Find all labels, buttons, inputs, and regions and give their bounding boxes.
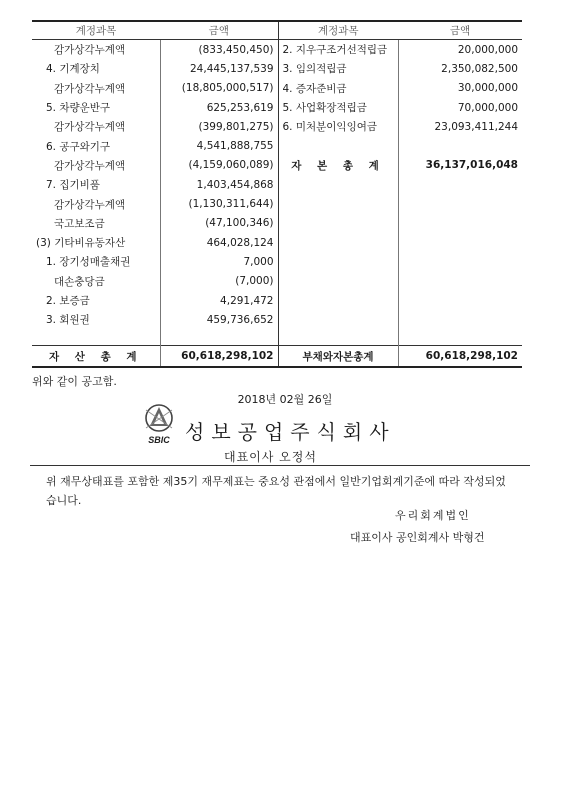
amount-value: 459,736,652: [160, 310, 278, 329]
amount-value: 20,000,000: [457, 43, 518, 56]
account-label: 6. 미처분이익잉여금: [278, 117, 398, 136]
table-row: [32, 59, 522, 78]
liability-equity-total-value: 60,618,298,102: [398, 346, 522, 368]
account-label: 5. 차량운반구: [32, 98, 160, 117]
company-emblem-icon: [138, 402, 180, 446]
amount-value: (399,801,275): [160, 117, 278, 136]
account-label: (3) 기타비유동자산: [32, 233, 160, 252]
account-label: 감가상각누계액: [32, 194, 160, 213]
amount-value: (4,159,060,089): [160, 156, 278, 175]
account-label: 7. 집기비품: [32, 175, 160, 194]
table-row: [32, 175, 522, 194]
company-name: 성보공업주식회사: [185, 420, 396, 444]
table-row: [32, 310, 522, 329]
amount-value: 2,350,082,500: [441, 62, 518, 75]
account-label: [278, 175, 398, 194]
account-label: [278, 272, 398, 291]
logo-text: SBIC: [148, 435, 170, 445]
table-spacer-row: [32, 329, 522, 346]
account-label: 감가상각누계액: [32, 40, 160, 60]
table-row: [32, 214, 522, 233]
header-account-left: 계정과목: [32, 21, 160, 40]
account-label: 4. 증자준비금: [278, 79, 398, 98]
account-label: 국고보조금: [32, 214, 160, 233]
account-label: 1. 장기성매출채권: [32, 252, 160, 271]
account-label: 감가상각누계액: [32, 79, 160, 98]
asset-total-label: 자 산 총 계: [32, 346, 160, 368]
account-label: [278, 194, 398, 213]
total-row: [32, 346, 522, 368]
table-row: [32, 194, 522, 213]
amount-value: (18,805,000,517): [160, 79, 278, 98]
account-label: [278, 291, 398, 310]
announcement-notice: 위와 같이 공고함.: [32, 375, 117, 388]
account-label: 5. 사업확장적립금: [278, 98, 398, 117]
amount-value: [398, 291, 522, 310]
account-label: 4. 기계장치: [32, 59, 160, 78]
account-label: 2. 보증금: [32, 291, 160, 310]
table-row: [32, 252, 522, 271]
account-label: [278, 214, 398, 233]
amount-value: 4,541,888,755: [160, 136, 278, 155]
account-label: 대손충당금: [32, 272, 160, 291]
table-row: [32, 117, 522, 136]
amount-value: (1,130,311,644): [160, 194, 278, 213]
amount-value: [398, 310, 522, 329]
account-label: 감가상각누계액: [32, 156, 160, 175]
amount-value: 70,000,000: [457, 101, 518, 114]
table-row: [32, 156, 522, 175]
amount-value: [398, 233, 522, 252]
amount-value: 24,445,137,539: [160, 59, 278, 78]
account-label: [278, 310, 398, 329]
account-label: 감가상각누계액: [32, 117, 160, 136]
account-label: [278, 136, 398, 155]
audit-firm-name: 우리회계법인: [395, 509, 471, 522]
asset-total-value: 60,618,298,102: [160, 346, 278, 368]
amount-value: (833,450,450): [160, 40, 278, 60]
divider: [30, 465, 530, 466]
announcement-date: 2018년 02월 26일: [237, 393, 333, 406]
amount-value: 4,291,472: [160, 291, 278, 310]
amount-value: [398, 214, 522, 233]
amount-value: [398, 136, 522, 155]
account-label: [278, 233, 398, 252]
table-row: [32, 98, 522, 117]
amount-value: [398, 252, 522, 271]
header-amount-left: 금액: [160, 21, 278, 40]
amount-value: [398, 194, 522, 213]
amount-value: [398, 175, 522, 194]
amount-value: 7,000: [160, 252, 278, 271]
header-amount-right: 금액: [398, 21, 522, 40]
amount-value: [398, 272, 522, 291]
auditor-name: 대표이사 공인회계사 박형건: [350, 531, 485, 544]
liability-equity-total-label: 부채와자본총계: [278, 346, 398, 368]
balance-sheet-table: [32, 20, 522, 368]
account-label: 3. 회원권: [32, 310, 160, 329]
amount-value: 1,403,454,868: [160, 175, 278, 194]
amount-value: 30,000,000: [457, 82, 518, 95]
table-header-row: [32, 21, 522, 40]
amount-value: (47,100,346): [160, 214, 278, 233]
amount-value: 464,028,124: [160, 233, 278, 252]
table-row: [32, 136, 522, 155]
table-row: [32, 79, 522, 98]
amount-value: 23,093,411,244: [434, 120, 518, 133]
account-label: 6. 공구와기구: [32, 136, 160, 155]
header-account-right: 계정과목: [278, 21, 398, 40]
account-label: 2. 지우구조거선적립금: [278, 40, 398, 60]
amount-value: (7,000): [160, 272, 278, 291]
capital-total-label: 자 본 총 계: [278, 156, 398, 175]
table-row: [32, 291, 522, 310]
table-row: [32, 233, 522, 252]
table-row: [32, 40, 522, 60]
ceo-name: 대표이사 오정석: [224, 450, 317, 464]
amount-value: 625,253,619: [160, 98, 278, 117]
account-label: 3. 임의적립금: [278, 59, 398, 78]
capital-total-value: 36,137,016,048: [425, 159, 518, 172]
table-row: [32, 272, 522, 291]
company-emblem-graphic: [138, 402, 180, 446]
account-label: [278, 252, 398, 271]
audit-footnote: 위 재무상태표를 포함한 제35기 재무제표는 중요성 관점에서 일반기업회계기준에 따라 작성되었습니다.: [46, 475, 506, 507]
